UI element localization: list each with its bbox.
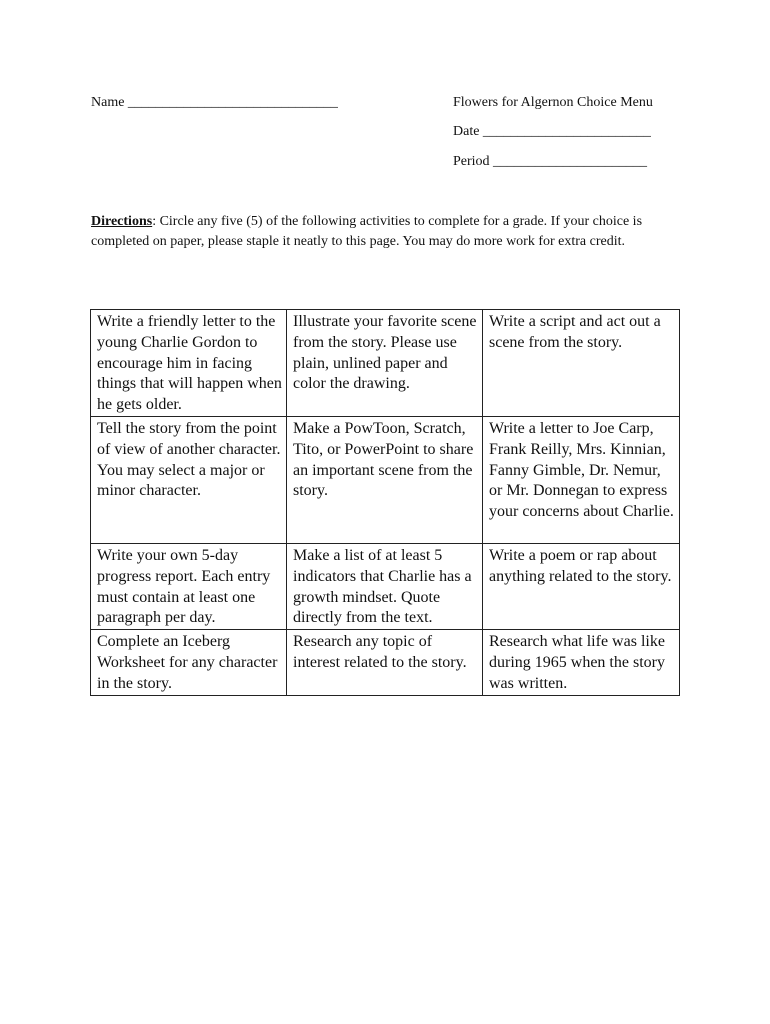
directions-label: Directions	[91, 214, 153, 229]
activity-cell: Write a letter to Joe Carp, Frank Reilly, Mrs. Kinnian, Fanny Gimble, Dr. Nemur, or Mr. Donnegan to express your concerns about Charlie.	[483, 416, 680, 543]
table-row	[91, 543, 680, 629]
date-field-line: Date ________________________	[453, 124, 651, 139]
activity-cell: Write a script and act out a scene from the story.	[483, 310, 680, 417]
activity-cell: Make a PowToon, Scratch, Tito, or PowerPoint to share an important scene from the story.	[287, 416, 483, 543]
activity-cell: Make a list of at least 5 indicators that Charlie has a growth mindset. Quote directly from the text.	[287, 543, 483, 629]
activity-cell: Research what life was like during 1965 when the story was written.	[483, 630, 680, 695]
activity-cell: Complete an Iceberg Worksheet for any character in the story.	[91, 630, 287, 695]
directions-paragraph	[91, 212, 691, 251]
table-row	[91, 416, 680, 543]
choice-menu-table	[90, 309, 680, 696]
activity-cell: Write a poem or rap about anything related to the story.	[483, 543, 680, 629]
directions-text: : Circle any five (5) of the following activities to complete for a grade. If your choice is completed on paper, please staple it neatly to this page. You may do more work for extra credit.	[91, 214, 643, 249]
activity-cell: Tell the story from the point of view of another character. You may select a major or minor character.	[91, 416, 287, 543]
table-row	[91, 630, 680, 695]
period-field-line: Period ______________________	[453, 154, 648, 169]
activity-cell: Write your own 5-day progress report. Each entry must contain at least one paragraph per day.	[91, 543, 287, 629]
activity-cell: Write a friendly letter to the young Charlie Gordon to encourage him in facing things that will happen when he gets older.	[91, 310, 287, 417]
activity-cell: Illustrate your favorite scene from the story. Please use plain, unlined paper and color the drawing.	[287, 310, 483, 417]
name-field-line: Name ______________________________	[91, 95, 338, 110]
page-title: Flowers for Algernon Choice Menu	[453, 95, 653, 110]
table-row	[91, 310, 680, 417]
activity-cell: Research any topic of interest related to the story.	[287, 630, 483, 695]
